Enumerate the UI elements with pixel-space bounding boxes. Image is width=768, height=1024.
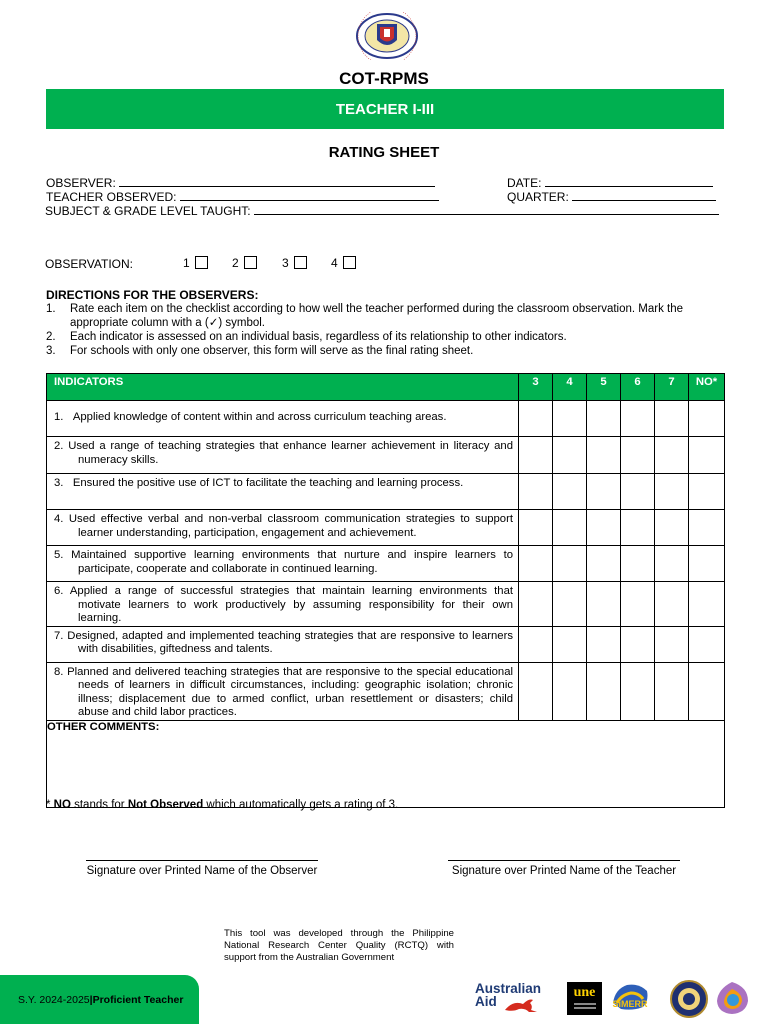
column-header-7: 7 — [655, 374, 689, 401]
direction-number: 1. — [46, 303, 56, 315]
column-header-3: 3 — [519, 374, 553, 401]
school-year: S.Y. 2024-2025 — [18, 993, 90, 1006]
direction-number: 2. — [46, 331, 56, 343]
rating-cell[interactable] — [519, 437, 553, 474]
rating-sheet-title: RATING SHEET — [328, 144, 440, 161]
indicator-text — [47, 401, 519, 437]
rating-cell[interactable] — [655, 626, 689, 662]
option-label: 4 — [331, 256, 338, 270]
indicator-text — [47, 546, 519, 582]
indicator-text — [47, 510, 519, 546]
rating-cell[interactable] — [519, 662, 553, 720]
observation-label: OBSERVATION: — [45, 257, 134, 271]
teacher-signature-label: Signature over Printed Name of the Teacher — [451, 865, 677, 877]
observer-label: OBSERVER: — [46, 176, 116, 190]
teacher-observed-field — [46, 189, 439, 204]
indicator-label: 8. Planned and delivered teaching strategies that are responsive to the special educational needs of learners in difficult circumstances, including: geographic isolation; chronic illness; displacement due to armed conflict, urban resettlement or disasters; child abuse and child labor practices. — [54, 665, 513, 718]
simerr-logo — [609, 981, 651, 1017]
rating-cell[interactable] — [655, 401, 689, 437]
rating-cell[interactable] — [553, 582, 587, 627]
other-comments-box[interactable] — [47, 720, 725, 807]
indicator-label: 6. Applied a range of successful strategies that maintain learning environments that motivate learners to work productively by assuming responsibility for their own learning. — [54, 585, 513, 624]
rating-cell[interactable] — [553, 626, 587, 662]
indicator-label: 2. Used a range of teaching strategies that enhance learner achievement in literacy and numeracy skills. — [54, 440, 513, 466]
rating-cell[interactable] — [689, 546, 725, 582]
table-row — [47, 474, 725, 510]
rating-cell[interactable] — [689, 401, 725, 437]
table-row — [47, 546, 725, 582]
direction-item — [46, 302, 726, 330]
note-text: stands for — [70, 799, 128, 811]
rating-cell[interactable] — [553, 510, 587, 546]
rating-cell[interactable] — [621, 474, 655, 510]
rating-cell[interactable] — [621, 662, 655, 720]
rating-cell[interactable] — [553, 401, 587, 437]
note-not-observed: Not Observed — [127, 799, 204, 811]
table-row — [47, 662, 725, 720]
direction-text: Each indicator is assessed on an individual basis, regardless of its relationship to other indicators. — [70, 331, 567, 343]
observer-field — [46, 175, 435, 190]
rating-cell[interactable] — [621, 626, 655, 662]
footer-tab — [0, 975, 199, 1024]
rating-cell[interactable] — [553, 662, 587, 720]
indicators-header: INDICATORS — [47, 374, 519, 401]
rating-cell[interactable] — [621, 437, 655, 474]
option-label: 1 — [183, 256, 190, 270]
directions-heading: DIRECTIONS FOR THE OBSERVERS: — [46, 288, 259, 302]
rating-cell[interactable] — [621, 546, 655, 582]
table-row — [47, 510, 725, 546]
column-header-no: NO* — [689, 374, 725, 401]
rating-cell[interactable] — [655, 510, 689, 546]
rating-cell[interactable] — [621, 401, 655, 437]
rating-cell[interactable] — [689, 662, 725, 720]
rating-cell[interactable] — [689, 437, 725, 474]
observation-option-2[interactable] — [232, 256, 257, 270]
checkbox[interactable] — [244, 256, 257, 269]
direction-item — [46, 344, 726, 358]
rating-cell[interactable] — [519, 510, 553, 546]
rating-cell[interactable] — [621, 510, 655, 546]
rating-cell[interactable] — [587, 626, 621, 662]
table-row — [47, 401, 725, 437]
rating-cell[interactable] — [587, 437, 621, 474]
indicator-text — [47, 582, 519, 627]
rating-cell[interactable] — [689, 582, 725, 627]
rating-cell[interactable] — [655, 437, 689, 474]
une-logo — [567, 982, 602, 1015]
indicator-text — [47, 662, 519, 720]
comments-row — [47, 720, 725, 807]
rating-cell[interactable] — [621, 582, 655, 627]
option-label: 3 — [282, 256, 289, 270]
aus-aid-line1: Australian — [475, 981, 542, 996]
observation-option-1[interactable] — [183, 256, 208, 270]
column-header-4: 4 — [553, 374, 587, 401]
aus-aid-line2: Aid — [475, 994, 497, 1009]
deped-seal-logo — [355, 12, 419, 60]
development-note: This tool was developed through the Philippine National Research Center Quality (RCTQ) with support from the Australian Government — [224, 928, 454, 963]
australian-aid-logo — [475, 982, 555, 1016]
other-comments-label: OTHER COMMENTS: — [47, 720, 160, 733]
partner-swirl-logo — [712, 979, 752, 1017]
subject-blank[interactable] — [254, 203, 719, 215]
rating-cell[interactable] — [519, 626, 553, 662]
teacher-signature-line[interactable] — [448, 860, 680, 861]
rating-cell[interactable] — [587, 546, 621, 582]
indicator-label: 3. Ensured the positive use of ICT to facilitate the teaching and learning process. — [54, 477, 464, 489]
indicator-text — [47, 626, 519, 662]
indicator-label: 5. Maintained supportive learning environments that nurture and inspire learners to participate, cooperate and collaborate in continued learning. — [54, 549, 513, 575]
rating-cell[interactable] — [689, 474, 725, 510]
une-rule — [574, 1003, 596, 1005]
university-seal-logo — [670, 980, 708, 1018]
rating-cell[interactable] — [553, 437, 587, 474]
rating-cell[interactable] — [587, 510, 621, 546]
indicator-label: 4. Used effective verbal and non-verbal classroom communication strategies to support learner understanding, participation, engagement and achievement. — [54, 513, 513, 539]
rating-cell[interactable] — [587, 401, 621, 437]
une-text: une — [573, 985, 596, 1000]
une-rule — [574, 1007, 596, 1009]
direction-number: 3. — [46, 345, 56, 357]
indicator-text — [47, 437, 519, 474]
teacher-observed-label: TEACHER OBSERVED: — [46, 190, 177, 204]
note-text-end: which automatically gets a rating of 3. — [203, 799, 399, 811]
table-row — [47, 626, 725, 662]
note-no: NO — [53, 799, 71, 811]
observation-option-4[interactable] — [331, 256, 356, 270]
document-title: COT-RPMS — [339, 69, 429, 88]
indicator-label: 7. Designed, adapted and implemented teaching strategies that are responsive to learners with disabilities, giftedness and talents. — [54, 629, 513, 655]
observation-option-3[interactable] — [282, 256, 307, 270]
column-header-5: 5 — [587, 374, 621, 401]
rating-cell[interactable] — [587, 582, 621, 627]
subject-label: SUBJECT & GRADE LEVEL TAUGHT: — [45, 204, 251, 218]
indicators-table — [46, 373, 725, 808]
observer-blank[interactable] — [119, 175, 435, 187]
rating-cell[interactable] — [553, 546, 587, 582]
rating-cell[interactable] — [519, 546, 553, 582]
direction-item — [46, 330, 726, 344]
observer-signature-line[interactable] — [86, 860, 318, 861]
teacher-level: Proficient Teacher — [92, 993, 184, 1006]
simerr-text: SiMERR — [612, 999, 648, 1009]
date-field — [507, 175, 713, 190]
quarter-label: QUARTER: — [507, 190, 569, 204]
rating-cell[interactable] — [689, 510, 725, 546]
rating-cell[interactable] — [553, 474, 587, 510]
rating-cell[interactable] — [655, 546, 689, 582]
rating-cell[interactable] — [655, 582, 689, 627]
date-blank[interactable] — [545, 175, 713, 187]
rating-cell[interactable] — [587, 474, 621, 510]
direction-text: For schools with only one observer, this form will serve as the final rating sheet. — [70, 345, 474, 357]
observer-signature-label: Signature over Printed Name of the Observer — [86, 865, 318, 877]
indicator-label: 1. Applied knowledge of content within and across curriculum teaching areas. — [54, 411, 447, 423]
kangaroo-icon — [503, 996, 539, 1014]
teacher-observed-blank[interactable] — [180, 189, 439, 201]
date-label: DATE: — [507, 176, 542, 190]
rating-cell[interactable] — [519, 401, 553, 437]
subject-field — [45, 203, 719, 218]
footer-separator: | — [89, 993, 93, 1006]
position-band: TEACHER I-III — [46, 89, 724, 129]
rating-cell[interactable] — [655, 474, 689, 510]
quarter-blank[interactable] — [572, 189, 716, 201]
rating-cell[interactable] — [655, 662, 689, 720]
indicator-text — [47, 474, 519, 510]
rating-cell[interactable] — [689, 626, 725, 662]
note-asterisk: * — [46, 799, 54, 811]
checkbox[interactable] — [195, 256, 208, 269]
column-header-6: 6 — [621, 374, 655, 401]
checkbox[interactable] — [294, 256, 307, 269]
rating-cell[interactable] — [519, 582, 553, 627]
rating-cell[interactable] — [519, 474, 553, 510]
checkbox[interactable] — [343, 256, 356, 269]
table-row — [47, 437, 725, 474]
table-row — [47, 582, 725, 627]
not-observed-note — [46, 799, 398, 811]
direction-text: Rate each item on the checklist according to how well the teacher performed during the classroom observation. Mark the appropriate column with a (✓) symbol. — [70, 303, 684, 329]
quarter-field — [507, 189, 716, 204]
rating-cell[interactable] — [587, 662, 621, 720]
table-header-row — [47, 374, 725, 401]
option-label: 2 — [232, 256, 239, 270]
